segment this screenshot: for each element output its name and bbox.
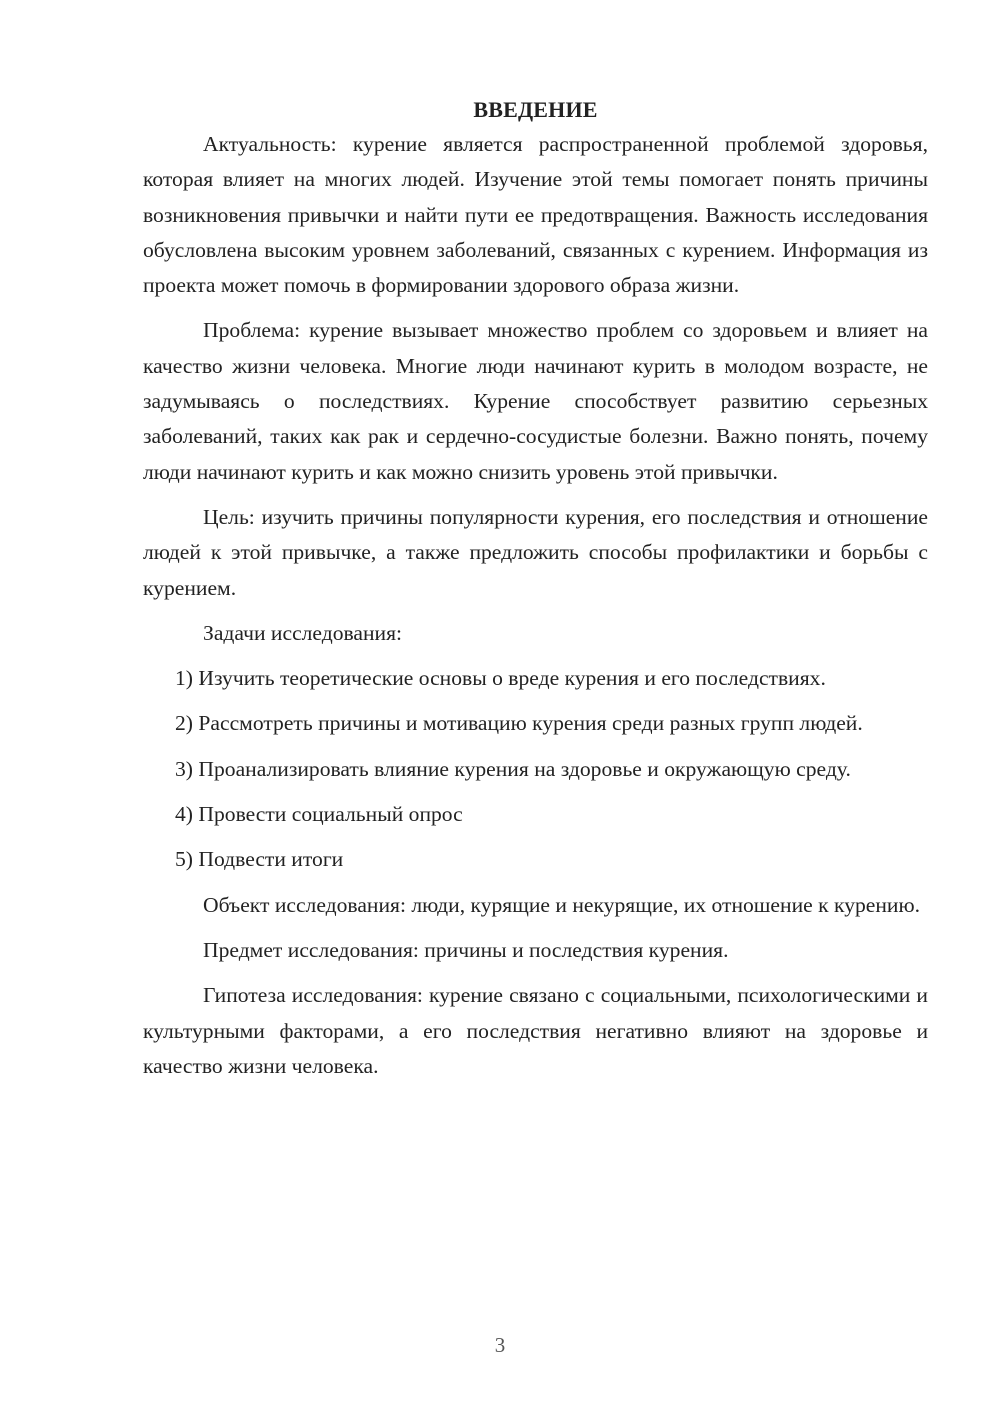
relevance-paragraph: Актуальность: курение является распространенной проблемой здоровья, которая влияет на многих людей. Изучение этой темы помогает понять причины возникновения привычки и найти пути ее предотвращения. Важность исследования обусловлена высоким уровнем заболеваний, связанных с курением. Информация из проекта может помочь в формировании здорового образа жизни. bbox=[143, 132, 928, 298]
subject-paragraph: Предмет исследования: причины и последствия курения. bbox=[203, 937, 729, 962]
goal-paragraph: Цель: изучить причины популярности курения, его последствия и отношение людей к этой привычке, а также предложить способы профилактики и борьбы с курением. bbox=[143, 504, 928, 600]
task-item-3: 3) Проанализировать влияние курения на здоровье и окружающую среду. bbox=[175, 756, 851, 781]
problem-paragraph: Проблема: курение вызывает множество проблем со здоровьем и влияет на качество жизни человека. Многие люди начинают курить в молодом возрасте, не задумываясь о последствиях. Курение способствует развитию серьезных заболеваний, таких как рак и сердечно-сосудистые болезни. Важно понять, почему люди начинают курить и как можно снизить уровень этой привычки. bbox=[143, 318, 928, 484]
task-item-1: 1) Изучить теоретические основы о вреде курения и его последствиях. bbox=[175, 666, 826, 691]
page-title: ВВЕДЕНИЕ bbox=[473, 97, 598, 122]
page-number: 3 bbox=[494, 1333, 506, 1357]
hypothesis-paragraph: Гипотеза исследования: курение связано с социальными, психологическими и культурными факторами, а его последствия негативно влияют на здоровье и качество жизни человека. bbox=[143, 983, 928, 1078]
document-page bbox=[143, 92, 928, 1094]
object-paragraph: Объект исследования: люди, курящие и некурящие, их отношение к курению. bbox=[203, 892, 921, 917]
task-item-4: 4) Провести социальный опрос bbox=[175, 802, 463, 827]
task-item-2: 2) Рассмотреть причины и мотивацию курения среди разных групп людей. bbox=[175, 711, 863, 736]
tasks-heading: Задачи исследования: bbox=[203, 620, 403, 645]
task-item-5: 5) Подвести итоги bbox=[175, 847, 344, 872]
